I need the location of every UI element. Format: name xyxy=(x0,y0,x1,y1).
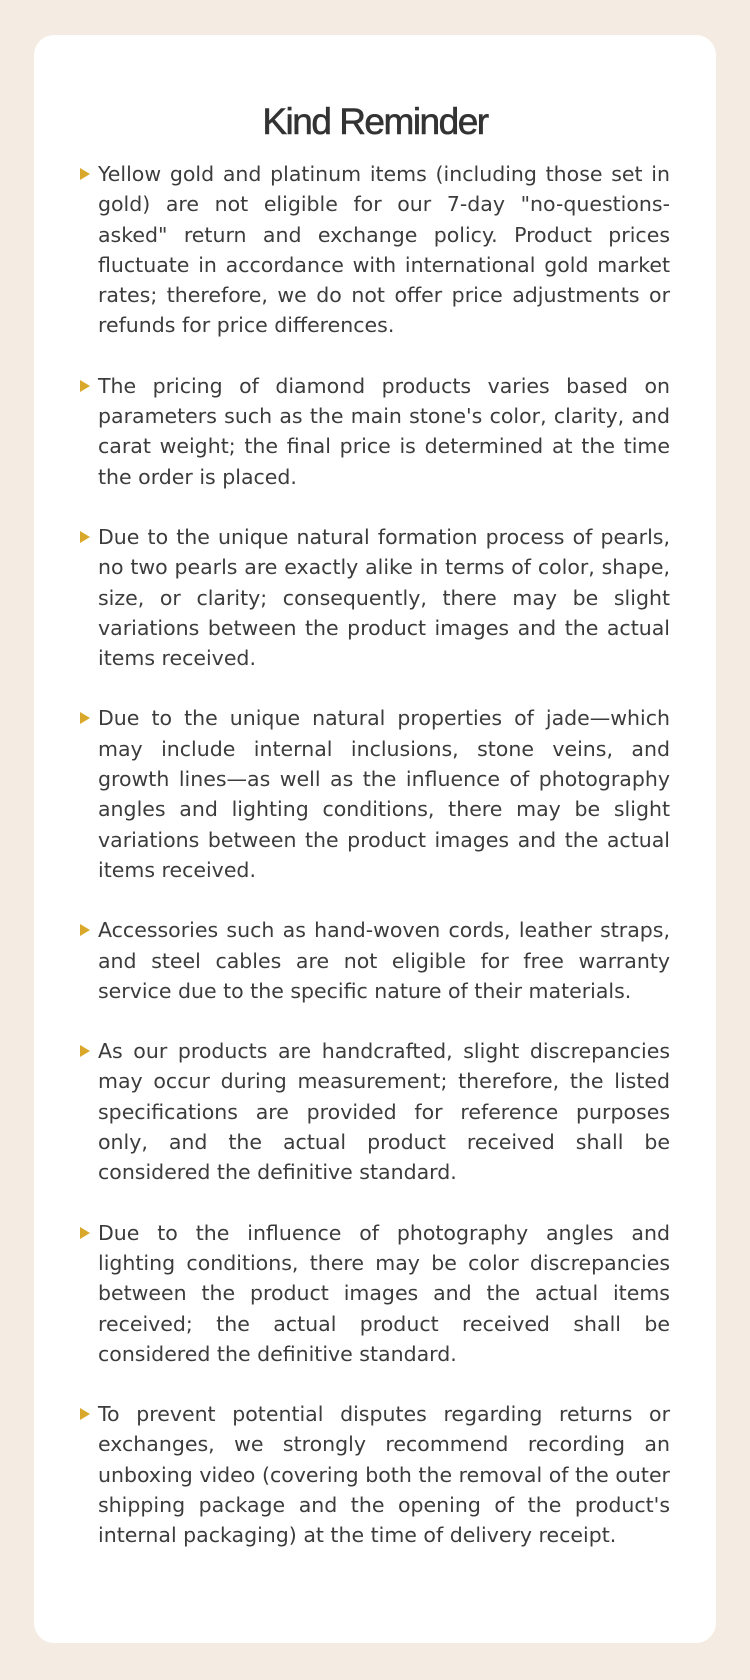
page-title: Kind Reminder xyxy=(262,101,488,142)
triangle-right-icon xyxy=(80,168,90,180)
list-item xyxy=(80,522,670,673)
list-item-text: Due to the influence of photography angles and lighting conditions, there may be color discrepancies between the product images and the actual items received; the actual product received shall be considered the definitive standard. xyxy=(98,1220,670,1366)
list-item xyxy=(80,159,670,341)
list-item-text: To prevent potential disputes regarding returns or exchanges, we strongly recommend recording an unboxing video (covering both the removal of the outer shipping package and the opening of the product's internal packaging) at the time of delivery receipt. xyxy=(98,1402,670,1548)
reminder-card xyxy=(34,35,716,1643)
list-item xyxy=(80,1218,670,1369)
list-item xyxy=(80,1399,670,1550)
reminder-list xyxy=(80,159,670,1581)
list-item xyxy=(80,371,670,492)
triangle-right-icon xyxy=(80,531,90,543)
list-item xyxy=(80,915,670,1006)
triangle-right-icon xyxy=(80,1408,90,1420)
list-item-text: Due to the unique natural formation process of pearls, no two pearls are exactly alike in terms of color, shape, size, or clarity; consequently, there may be slight variations between the product images and the actual items received. xyxy=(98,524,670,671)
list-item-text: Due to the unique natural properties of jade—which may include internal inclusions, stone veins, and growth lines—as well as the influence of photography angles and lighting conditions, there may be slight variations between the product images and the actual items received. xyxy=(98,706,670,882)
triangle-right-icon xyxy=(80,924,90,936)
list-item-text: Yellow gold and platinum items (including those set in gold) are not eligible for our 7-day "no-questions-asked" return and exchange policy. Product prices fluctuate in accordance with international gold market rates; therefore, we do not offer price adjustments or refunds for price differences. xyxy=(98,162,670,338)
triangle-right-icon xyxy=(80,380,90,392)
list-item-text: The pricing of diamond products varies based on parameters such as the main stone's color, clarity, and carat weight; the final price is determined at the time the order is placed. xyxy=(98,373,670,489)
triangle-right-icon xyxy=(80,712,90,724)
list-item-text: Accessories such as hand-woven cords, leather straps, and steel cables are not eligible for free warranty service due to the specific nature of their materials. xyxy=(98,918,670,1003)
triangle-right-icon xyxy=(80,1227,90,1239)
triangle-right-icon xyxy=(80,1045,90,1057)
list-item xyxy=(80,1036,670,1187)
list-item xyxy=(80,703,670,885)
list-item-text: As our products are handcrafted, slight discrepancies may occur during measurement; therefore, the listed specifications are provided for reference purposes only, and the actual product received shall be considered the definitive standard. xyxy=(98,1039,670,1185)
